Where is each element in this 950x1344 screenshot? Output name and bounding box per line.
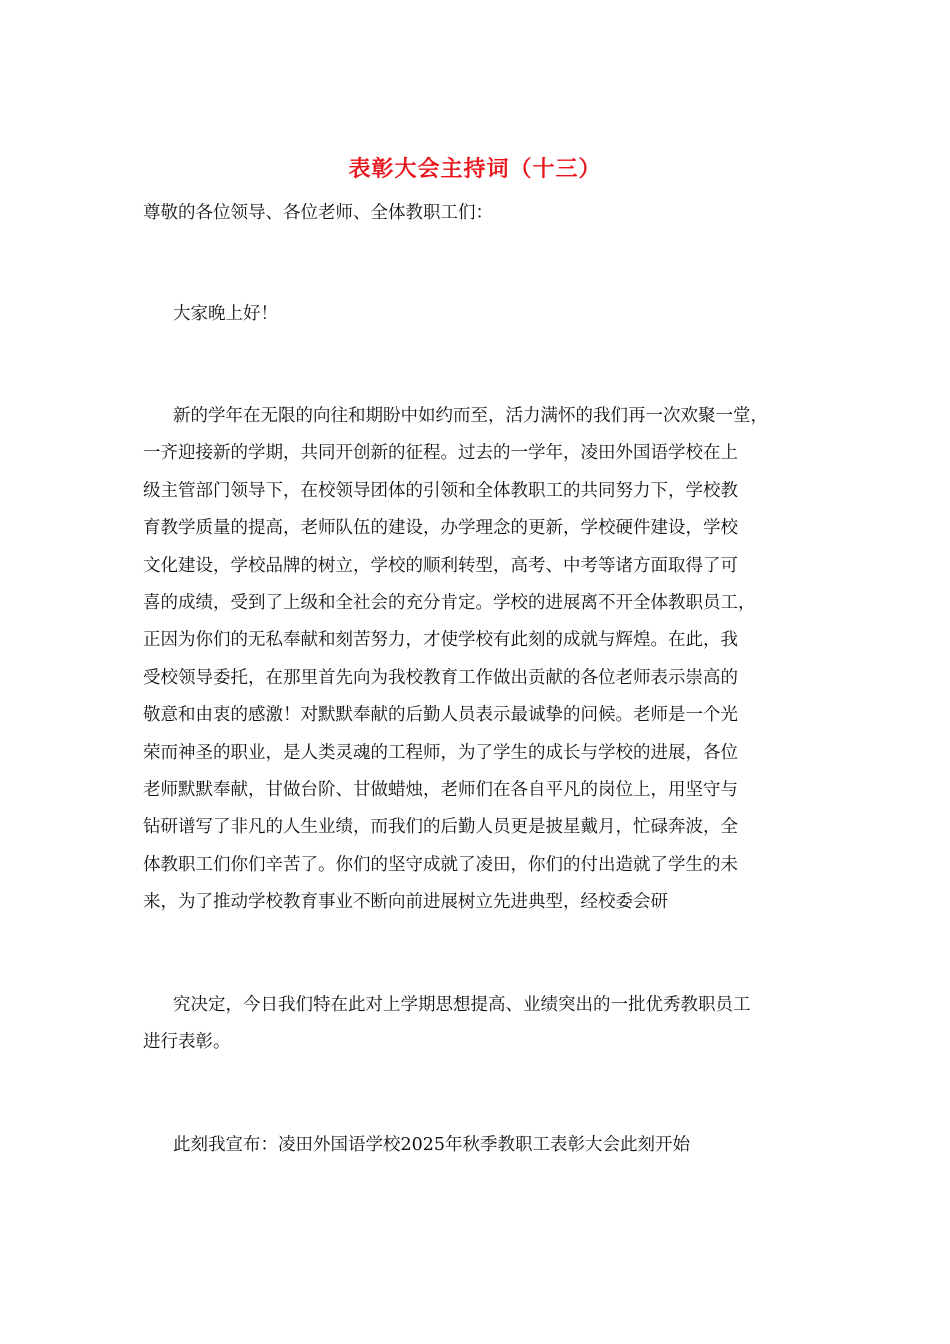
body-line: 究决定，今日我们特在此对上学期思想提高、业绩突出的一批优秀教职员工: [173, 995, 751, 1015]
body-paragraph-decision: [143, 987, 823, 1062]
body-line: 老师默默奉献，甘做台阶、甘做蜡烛，老师们在各自平凡的岗位上，用坚守与: [143, 779, 738, 800]
body-line: 敬意和由衷的感激！对默默奉献的后勤人员表示最诚挚的问候。老师是一个光: [143, 705, 738, 726]
body-line: 受校领导委托，在那里首先向为我校教育工作做出贡献的各位老师表示崇高的: [143, 667, 738, 688]
salutation-text: 尊敬的各位领导、各位老师、全体教职工们：: [143, 203, 493, 223]
body-line: 荣而神圣的职业，是人类灵魂的工程师，为了学生的成长与学校的进展，各位: [143, 742, 738, 763]
salutation: [143, 195, 823, 232]
announcement-paragraph: [143, 1127, 823, 1164]
body-line: 体教职工们你们辛苦了。你们的坚守成就了凌田，你们的付出造就了学生的未: [143, 854, 738, 875]
body-line: 钻研谱写了非凡的人生业绩，而我们的后勤人员更是披星戴月，忙碌奔波，全: [143, 817, 738, 838]
body-line: 喜的成绩，受到了上级和全社会的充分肯定。学校的进展离不开全体教职员工，: [143, 592, 756, 613]
greeting-text: 大家晚上好！: [173, 304, 278, 324]
announcement-text: 此刻我宣布：凌田外国语学校2025年秋季教职工表彰大会此刻开始: [173, 1135, 691, 1155]
body-line: 新的学年在无限的向往和期盼中如约而至，活力满怀的我们再一次欢聚一堂，: [173, 406, 768, 426]
greeting-paragraph: [143, 296, 823, 333]
body-line: 育教学质量的提高，老师队伍的建设，办学理念的更新，学校硬件建设，学校: [143, 518, 738, 539]
body-line: 一齐迎接新的学期，共同开创新的征程。过去的一学年，凌田外国语学校在上: [143, 443, 738, 464]
body-line: 来，为了推动学校教育事业不断向前进展树立先进典型，经校委会研: [143, 892, 668, 913]
body-paragraph-main: [143, 398, 823, 921]
body-line: 文化建设，学校品牌的树立，学校的顺利转型，高考、中考等诸方面取得了可: [143, 555, 738, 576]
body-line: 级主管部门领导下，在校领导团体的引领和全体教职工的共同努力下，学校教: [143, 480, 738, 501]
document-title: 表彰大会主持词（十三）: [348, 156, 602, 182]
body-line: 正因为你们的无私奉献和刻苦努力，才使学校有此刻的成就与辉煌。在此，我: [143, 630, 738, 651]
body-line: 进行表彰。: [143, 1032, 231, 1053]
